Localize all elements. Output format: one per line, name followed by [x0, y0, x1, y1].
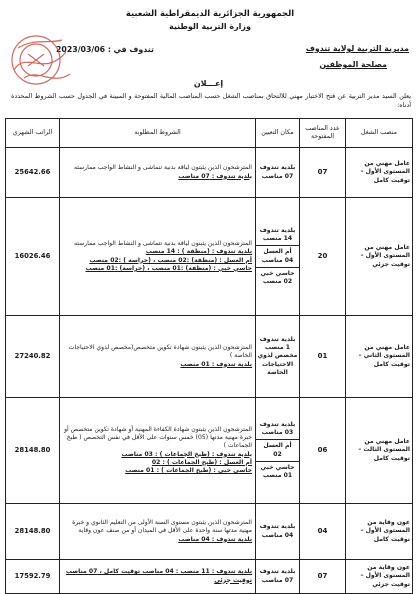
placement-line: أم العسل [263, 442, 292, 450]
salary-cell: 25642.66 [6, 148, 60, 198]
post-name-cell: عامل مهني من المستوى الأول – توقيت جزئي [346, 198, 413, 316]
placement-cell [256, 560, 300, 594]
table-row [6, 198, 413, 316]
condition-line: بلدية تندوف : 04 مناصب [178, 535, 252, 543]
placement-line: 07 مناصب [261, 172, 294, 180]
condition-line: المترشحون الذين يثبتون شهادة الكفاءة المهنية أو شهادة تكوين متخصص أو خبرة مهنية مدتها (05) خمس سنوات على الأقل في نفس التخصص ( طبخ الجماعات ) [64, 425, 252, 450]
placement-block [256, 439, 299, 461]
placement-line: 04 مناصب [261, 531, 294, 539]
conditions-cell [60, 560, 256, 594]
placement-line: 02 منصب [262, 278, 293, 286]
post-count-cell: 20 [300, 198, 346, 316]
placement-line: 04 مناصب [261, 256, 294, 264]
placement-cell [256, 148, 300, 198]
post-name-cell: عامل مهني من المستوى الأول – توقيت كامل [346, 148, 413, 198]
post-name-cell: عون وقاية من المستوى الأول – توقيت كامل [346, 504, 413, 560]
placement-line: 03 مناصب [261, 428, 294, 436]
placement-line: حاسي خبي [260, 269, 295, 277]
post-name-cell: عون وقاية من المستوى الأول – توقيت جزئي [346, 560, 413, 594]
placement-line: 14 منصب [262, 234, 293, 242]
placement-line: بلدية تندوف [259, 420, 296, 428]
condition-line: المترشحون الذين يثبتون مستوى السنة الأولى من التعليم الثانوي و خبرة مهنية مدتها سنة واحدة على الأقل في الميدان أو من صنف عون وقاية [72, 519, 252, 535]
condition-line: بلدية تندوف : (منظفة ) : 14 منصب [145, 248, 252, 256]
header-place: مكان التعيين [256, 119, 300, 148]
condition-line: أم العسل : (منظفة) :02 منصب ، (حراسة ) :02 منصب [89, 256, 252, 264]
condition-line: حاسي خبي : (طبخ الجماعات ) : 01 منصب [125, 467, 252, 475]
placement-line: حاسي خبي [260, 463, 295, 471]
salary-cell: 28148.80 [6, 504, 60, 560]
placement-cell [256, 198, 300, 316]
placement-block [256, 225, 299, 246]
table-header-row [6, 119, 413, 148]
announcement-title: إعـــلان [193, 79, 224, 88]
table-row [6, 316, 413, 398]
post-count-cell: 07 [300, 560, 346, 594]
republic-title: الجمهورية الجزائرية الديمقراطية الشعبية [125, 8, 295, 18]
conditions-cell [60, 316, 256, 398]
salary-cell: 17592.79 [6, 560, 60, 594]
positions-table [5, 118, 413, 594]
placement-block [256, 162, 299, 183]
header-post: منصب الشغل [346, 119, 413, 148]
post-name-cell: عامل مهني من المستوى الثالث – توقيت كامل [346, 398, 413, 504]
ministry-title: وزارة التربية الوطنية [168, 22, 251, 31]
conditions-cell [60, 198, 256, 316]
announcement-intro: يعلن السيد مدير التربية عن فتح الاختبار مهني للالتحاق بمناصب الشغل حسب المناصب المالية المفتوحة و المبينة في الجدول حسب الشروط المحددة أدناه: [11, 92, 411, 109]
table-row [6, 504, 413, 560]
table-row [6, 148, 413, 198]
placement-block [256, 334, 299, 379]
condition-line: أم العسل : (طبخ الجماعات ) : 02 [151, 458, 252, 466]
placement-line: بلدية تندوف [259, 523, 296, 531]
placement-cell [256, 316, 300, 398]
directorate-title: مديرية التربية لولاية تندوف [305, 44, 409, 53]
condition-line: بلدية تندوف : 01 منصب [180, 360, 252, 368]
salary-cell: 27240.82 [6, 316, 60, 398]
placement-block [256, 267, 299, 289]
condition-line: حاسي خبي : (منظفة) :01 منصب ، (حراسة) :01 منصب [85, 264, 252, 272]
placement-line: بلدية تندوف [259, 226, 296, 234]
header-count: عدد المناصب المفتوحة [300, 119, 346, 148]
placement-block [256, 419, 299, 440]
salary-cell: 28148.80 [6, 398, 60, 504]
placement-line: 02 [273, 450, 282, 458]
conditions-cell [60, 398, 256, 504]
table-body [6, 148, 413, 594]
placement-line: بلدية تندوف [259, 568, 296, 576]
document-date: تندوف في : 2023/03/06 [56, 45, 154, 54]
condition-line: بلدية تندوف : 07 مناصب [178, 172, 252, 180]
placement-line: 1 منصب مخصص لذوي الاحتياجات الخاصة [257, 344, 298, 376]
conditions-cell [60, 148, 256, 198]
post-count-cell: 06 [300, 398, 346, 504]
post-count-cell: 07 [300, 148, 346, 198]
placement-line: بلدية تندوف [259, 164, 296, 172]
conditions-cell [60, 504, 256, 560]
placement-line: 01 منصب [262, 472, 293, 480]
placement-line: 07 مناصب [261, 576, 294, 584]
placement-block [256, 461, 299, 483]
salary-cell: 16026.46 [6, 198, 60, 316]
placement-cell [256, 504, 300, 560]
post-count-cell: 04 [300, 504, 346, 560]
table-row [6, 398, 413, 504]
post-name-cell: عامل مهني من المستوى الثاني – توقيت كامل [346, 316, 413, 398]
table-row [6, 560, 413, 594]
placement-block [256, 245, 299, 267]
service-title: مصلحة الموظفين [319, 60, 387, 69]
condition-line: بلدية تندوف : (طبخ الجماعات ) : 03 مناصب [121, 450, 252, 458]
header-conditions: الشروط المطلوبة [60, 119, 256, 148]
condition-line: المترشحون الذين يثبتون شهادة تكوين متخصص(مخصص لذوي الاحتياجات الخاصة ) [68, 344, 252, 360]
placement-line: أم العسل [263, 248, 292, 256]
post-count-cell: 01 [300, 316, 346, 398]
placement-line: بلدية تندوف [259, 335, 296, 343]
placement-block [256, 566, 299, 587]
placement-block [256, 521, 299, 542]
header-salary: الراتب الشهري [6, 119, 60, 148]
placement-cell [256, 398, 300, 504]
condition-line: المترشحون الذين يثبتون لياقة بدنية تتماشى و النشاط الواجب ممارسته [73, 164, 252, 172]
condition-line: المترشحون الذين يثبتون لياقة بدنية تتماشى و النشاط الواجب ممارسته [73, 239, 252, 247]
condition-line: بلدية تندوف : 11 منصب : 04 مناصب توقيت كامل ، 07 مناصب توقيت جزئي [65, 568, 252, 584]
